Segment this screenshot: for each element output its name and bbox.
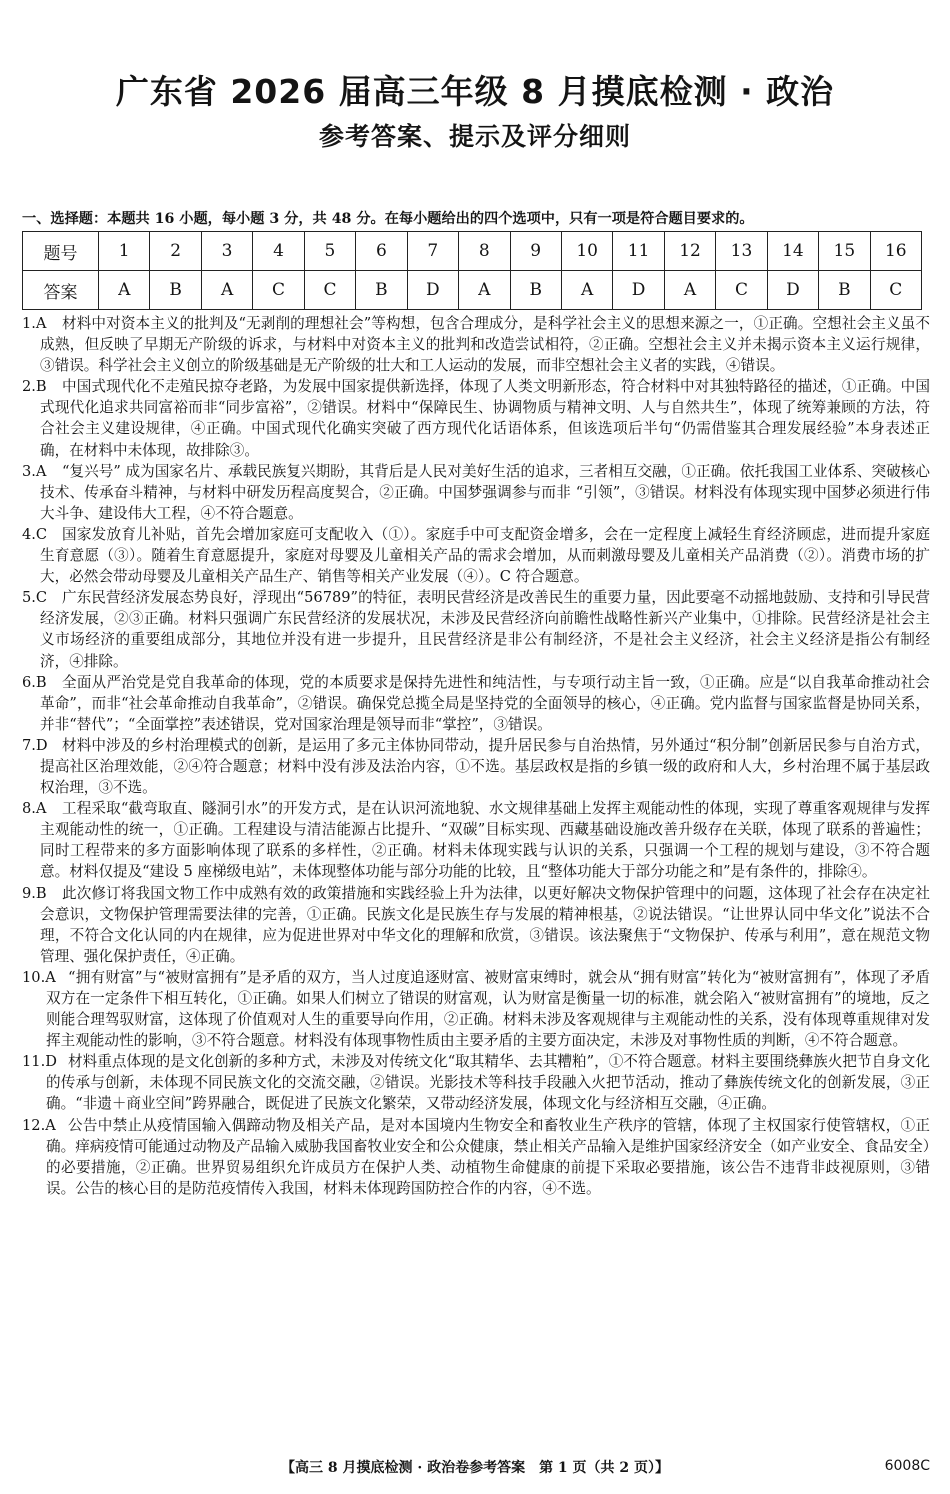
answer-cell: B: [356, 271, 407, 310]
explanation-item: [22, 524, 930, 587]
explanation-item: [22, 313, 930, 376]
question-number-header: 题号: [23, 232, 99, 271]
explanation-item: [22, 1115, 930, 1199]
question-number-cell: 8: [459, 232, 510, 271]
explanation-item: [22, 672, 930, 735]
explanation-label: 6.B: [22, 673, 47, 691]
document-title: 广东省 2026 届高三年级 8 月摸底检测 · 政治: [115, 72, 835, 111]
explanation-label: 10.A: [22, 968, 56, 986]
question-number-cell: 16: [870, 232, 921, 271]
explanation-label: 1.A: [22, 315, 47, 332]
answer-cell: D: [407, 271, 458, 310]
question-number-cell: 2: [150, 232, 201, 271]
explanation-text: 全面从严治党是党自我革命的体现，党的本质要求是保持先进性和纯洁性，与专项行动主旨一致，①正确。应是“以自我革命推动社会革命”，而非“社会革命推动自我革命”，②错误。确保党总揽全局是坚持党的全面领导的核心，④正确。党内监督与国家监督是协同关系，并非“替代”；“全面掌控”表述错误，党对国家治理是领导而非“掌控”，③错误。: [40, 673, 930, 733]
explanation-label: 11.D: [22, 1053, 57, 1071]
explanation-item: [22, 967, 930, 1051]
explanation-text: 广东民营经济发展态势良好，浮现出“56789”的特征，表明民营经济是改善民生的重要力量，因此要毫不动摇地鼓励、支持和引导民营经济发展，②③正确。材料只强调广东民营经济的发展状况，未涉及民营经济向前瞻性战略性新兴产业集中，①排除。民营经济是社会主义市场经济的重要组成部分，其地位并没有进一步提升，且民营经济是非公有制经济，不是社会主义经济，社会主义经济是指公有制经济，④排除。: [40, 589, 930, 670]
question-number-cell: 3: [201, 232, 252, 271]
question-number-cell: 6: [356, 232, 407, 271]
answer-table: [22, 231, 922, 310]
question-number-cell: 15: [819, 232, 870, 271]
explanation-item: [22, 883, 930, 967]
answer-cell: A: [99, 271, 150, 310]
answer-cell: A: [561, 271, 612, 310]
explanation-item: [22, 587, 930, 671]
explanation-label: 3.A: [22, 462, 47, 480]
question-number-cell: 1: [99, 232, 150, 271]
answer-cell: B: [150, 271, 201, 310]
answer-cell: C: [870, 271, 921, 310]
question-number-cell: 4: [253, 232, 304, 271]
answer-cell: C: [253, 271, 304, 310]
explanation-text: 中国式现代化不走殖民掠夺老路，为发展中国家提供新选择，体现了人类文明新形态，符合材料中对其独特路径的描述，①正确。中国式现代化追求共同富裕而非“同步富裕”，②错误。材料中“保障民生、协调物质与精神文明、人与自然共生”，体现了统筹兼顾的方法，符合社会主义建设规律，④正确。中国式现代化确实突破了西方现代化话语体系，但该选项后半句“仍需借鉴其合理发展经验”本身表述正确，在材料中未体现，故排除③。: [40, 378, 930, 459]
question-number-cell: 13: [716, 232, 767, 271]
answer-cell: B: [510, 271, 561, 310]
explanation-text: 材料中涉及的乡村治理模式的创新，是运用了多元主体协同带动，提升居民参与自治热情，另外通过“积分制”创新居民参与自治方式，提高社区治理效能，②④符合题意；材料中没有涉及法治内容，①不选。基层政权是指的乡镇一级的政府和人大，乡村治理不属于基层政权治理，③不选。: [40, 736, 930, 797]
section-heading: 一、选择题：本题共 16 小题，每小题 3 分，共 48 分。在每小题给出的四个选项中，只有一项是符合题目要求的。: [22, 211, 754, 227]
answer-cell: C: [716, 271, 767, 310]
explanation-text: 公告中禁止从疫情国输入偶蹄动物及相关产品，是对本国境内生物安全和畜牧业生产秩序的管辖，体现了主权国家行使管辖权，①正确。痒病疫情可能通过动物及产品输入威胁我国畜牧业安全和公众健康，禁止相关产品输入是维护国家经济安全（如产业安全、食品安全）的必要措施，②正确。世界贸易组织允许成员方在保护人类、动植物生命健康的前提下采取必要措施，该公告不违背非歧视原则，③错误。公告的核心目的是防范疫情传入我国，材料未体现跨国防控合作的内容，④不选。: [46, 1116, 930, 1197]
explanation-text: 国家发放育儿补贴，首先会增加家庭可支配收入（①）。家庭手中可支配资金增多，会在一定程度上减轻生育经济顾虑，进而提升家庭生育意愿（③）。随着生育意愿提升，家庭对母婴及儿童相关产品的需求会增加，从而刺激母婴及儿童相关产品消费（②）。消费市场的扩大，必然会带动母婴及儿童相关产品生产、销售等相关产业发展（④）。C 符合题意。: [40, 525, 930, 586]
explanation-item: [22, 461, 930, 524]
answer-cell: D: [767, 271, 818, 310]
question-number-cell: 5: [304, 232, 355, 271]
question-number-cell: 7: [407, 232, 458, 271]
explanation-label: 7.D: [22, 736, 48, 754]
answer-cell: A: [459, 271, 510, 310]
answer-cell: A: [664, 271, 715, 310]
explanation-label: 4.C: [22, 525, 48, 543]
question-number-cell: 9: [510, 232, 561, 271]
explanation-text: “拥有财富”与“被财富拥有”是矛盾的双方，当人过度追逐财富、被财富束缚时，就会从“拥有财富”转化为“被财富拥有”，体现了矛盾双方在一定条件下相互转化，①正确。如果人们树立了错误的财富观，认为财富是衡量一切的标准，就会陷入“被财富拥有”的境地，反之则能合理驾驭财富，这体现了价值观对人生的重要导向作用，②正确。材料未涉及客观规律与主观能动性的关系，没有体现尊重规律对发挥主观能动性的影响，③不符合题意。材料没有体现事物性质由主要矛盾的主要方面决定，未涉及对事物性质的判断，④不符合题意。: [46, 968, 930, 1050]
question-number-cell: 10: [561, 232, 612, 271]
answer-cell: A: [201, 271, 252, 310]
explanation-label: 5.C: [22, 589, 48, 607]
answer-cell: C: [304, 271, 355, 310]
explanation-item: [22, 376, 930, 460]
explanation-text: “复兴号” 成为国家名片、承载民族复兴期盼，其背后是人民对美好生活的追求，三者相互交融，①正确。依托我国工业体系、突破核心技术、传承奋斗精神，与材料中研发历程高度契合，②正确。中国梦强调参与而非 “引领”，③错误。材料没有体现实现中国梦必须进行伟大斗争、建设伟大工程，④不符合题意。: [40, 462, 930, 522]
question-number-row: [23, 232, 922, 271]
explanation-list: [22, 313, 930, 1199]
question-number-cell: 12: [664, 232, 715, 271]
explanation-label: 9.B: [22, 884, 47, 902]
document-subtitle: 参考答案、提示及评分细则: [318, 122, 631, 151]
explanation-text: 此次修订将我国文物工作中成熟有效的政策措施和实践经验上升为法律，以更好解决文物保护管理中的问题，这体现了社会存在决定社会意识，文物保护管理需要法律的完善，①正确。民族文化是民族生存与发展的精神根基，②说法错误。“让世界认同中华文化”说法不合理，不符合文化认同的内在规律，应为促进世界对中华文化的理解和欣赏，③错误。该法聚焦于“文物保护、传承与利用”，意在规范文物管理、强化保护责任，④正确。: [40, 884, 930, 965]
question-number-cell: 14: [767, 232, 818, 271]
explanation-item: [22, 735, 930, 798]
answer-cell: D: [613, 271, 664, 310]
explanation-label: 12.A: [22, 1116, 56, 1134]
explanation-item: [22, 1051, 930, 1114]
answer-cell: B: [819, 271, 870, 310]
answer-row: [23, 271, 922, 310]
explanation-text: 材料重点体现的是文化创新的多种方式，未涉及对传统文化“取其精华、去其糟粕”，①不符合题意。材料主要围绕彝族火把节自身文化的传承与创新，未体现不同民族文化的交流交融，②错误。光影技术等科技手段融入火把节活动，推动了彝族传统文化的创新发展，③正确。“非遗＋商业空间”跨界融合，既促进了民族文化繁荣，又带动经济发展，体现文化与经济相互交融，④正确。: [46, 1053, 930, 1113]
explanation-item: [22, 798, 930, 882]
question-number-cell: 11: [613, 232, 664, 271]
explanation-label: 2.B: [22, 378, 47, 396]
explanation-label: 8.A: [22, 800, 47, 818]
document-code: 6008C: [884, 1458, 930, 1474]
page-footer: 【高三 8 月摸底检测 · 政治卷参考答案 第 1 页（共 2 页）】: [280, 1460, 670, 1476]
explanation-text: 工程采取“截弯取直、隧洞引水”的开发方式，是在认识河流地貌、水文规律基础上发挥主观能动性的体现，实现了尊重客观规律与发挥主观能动性的统一，①正确。工程建设与清洁能源占比提升、“双碳”目标实现、西藏基础设施改善升级存在关联，体现了联系的普遍性；同时工程带来的多方面影响体现了联系的多样性，②正确。材料未体现实践与认识的关系，只强调一个工程的规划与建设，③不符合题意。材料仅提及“建设 5 座梯级电站”，未体现整体功能与部分功能的比较，且“整体功能大于部分功能之和”是有条件的，排除④。: [40, 800, 930, 881]
answer-header: 答案: [23, 271, 99, 310]
explanation-text: 材料中对资本主义的批判及“无剥削的理想社会”等构想，包含合理成分，是科学社会主义的思想来源之一，①正确。空想社会主义虽不成熟，但反映了早期无产阶级的诉求，与材料中对资本主义的批判和改造尝试相符，②正确。空想社会主义并未揭示资本主义运行规律，③错误。科学社会主义创立的阶级基础是无产阶级的壮大和工人运动的发展，而非空想社会主义者的实践，④错误。: [40, 315, 930, 375]
